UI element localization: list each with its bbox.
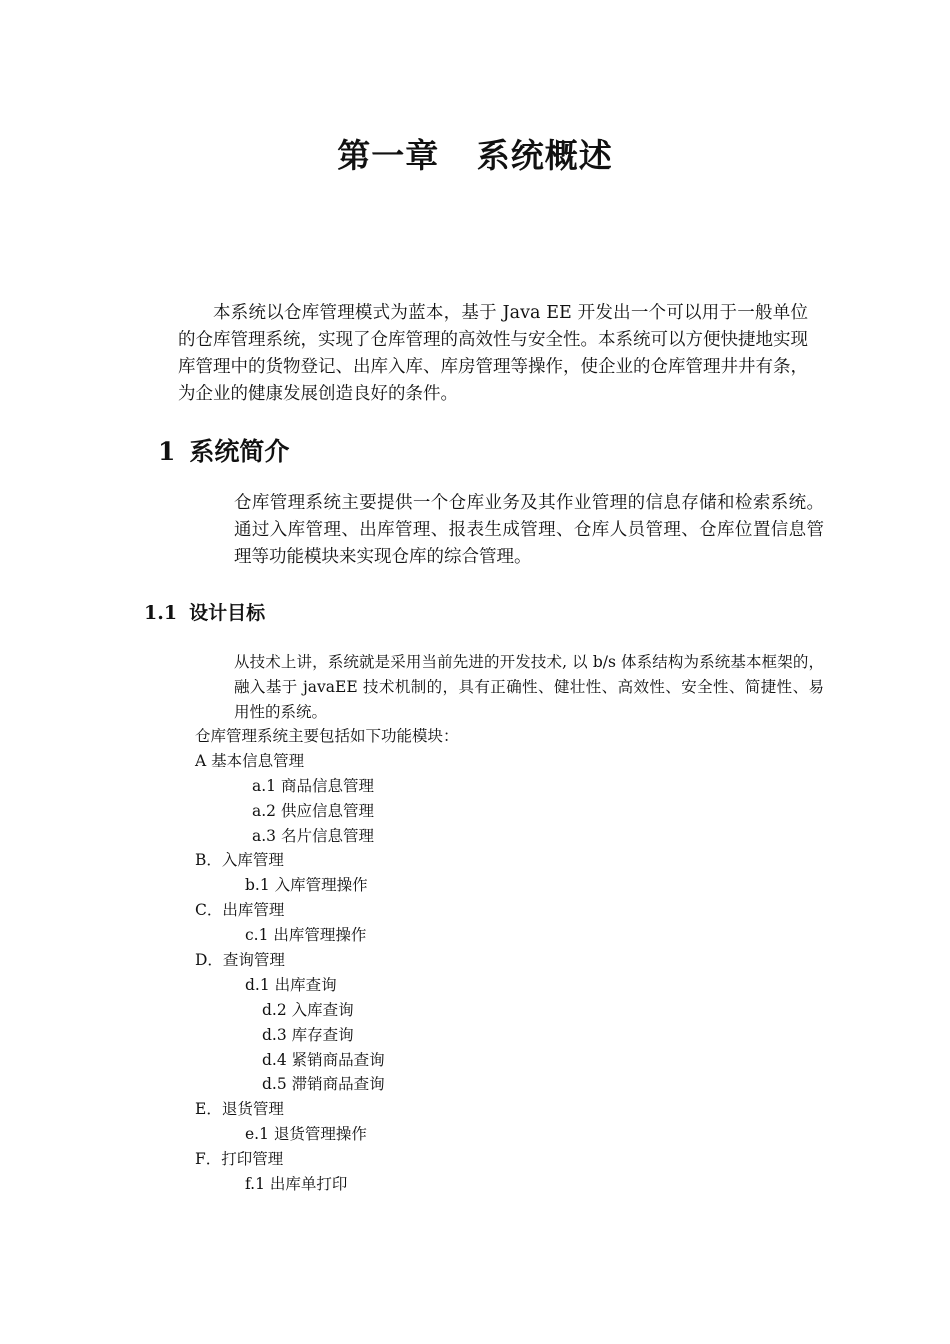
module-f-item: f.1 出库单打印 — [245, 1175, 348, 1193]
module-d-item: d.4 紧销商品查询 — [262, 1051, 385, 1069]
module-b-item: b.1 入库管理操作 — [245, 876, 368, 894]
design-goal-paragraph: 从技术上讲，系统就是采用当前先进的开发技术, 以 b/s 体系结构为系统基本框架的，融入基于 javaEE 技术机制的，具有正确性、健壮性、高效性、安全性、简捷性、易用性的系统。 — [234, 653, 824, 721]
module-c-item: c.1 出库管理操作 — [245, 926, 367, 944]
module-f-label: F．打印管理 — [195, 1150, 284, 1168]
subsection-heading — [144, 598, 265, 625]
module-list-intro: 仓库管理系统主要包括如下功能模块： — [195, 727, 459, 745]
subsection-number: 1.1 — [144, 602, 178, 624]
section-heading — [158, 432, 289, 468]
module-d-item: d.5 滞销商品查询 — [262, 1075, 385, 1093]
module-a-item: a.1 商品信息管理 — [252, 777, 374, 795]
module-b-label: B．入库管理 — [195, 851, 284, 869]
module-a-label: A 基本信息管理 — [195, 752, 305, 770]
module-d-item: d.2 入库查询 — [262, 1001, 354, 1019]
module-e-item: e.1 退货管理操作 — [245, 1125, 367, 1143]
module-d-label: D．查询管理 — [195, 951, 285, 969]
module-d-item: d.1 出库查询 — [245, 976, 337, 994]
module-e-label: E．退货管理 — [195, 1100, 284, 1118]
subsection-title: 设计目标 — [189, 602, 266, 624]
section-title: 系统简介 — [189, 437, 290, 466]
section-number: 1 — [158, 437, 176, 466]
module-a-item: a.3 名片信息管理 — [252, 827, 374, 845]
module-a-item: a.2 供应信息管理 — [252, 802, 374, 820]
module-c-label: C．出库管理 — [195, 901, 285, 919]
chapter-title: 第一章 系统概述 — [337, 136, 613, 175]
section-body: 仓库管理系统主要提供一个仓库业务及其作业管理的信息存储和检索系统。通过入库管理、出库管理、报表生成管理、仓库人员管理、仓库位置信息管理等功能模块来实现仓库的综合管理。 — [234, 493, 824, 567]
module-d-item: d.3 库存查询 — [262, 1026, 354, 1044]
intro-paragraph: 本系统以仓库管理模式为蓝本，基于 Java EE 开发出一个可以用于一般单位的仓库管理系统，实现了仓库管理的高效性与安全性。本系统可以方便快捷地实现库管理中的货物登记、出库入库、库房管理等操作，使企业的仓库管理井井有条，为企业的健康发展创造良好的条件。 — [178, 303, 808, 404]
